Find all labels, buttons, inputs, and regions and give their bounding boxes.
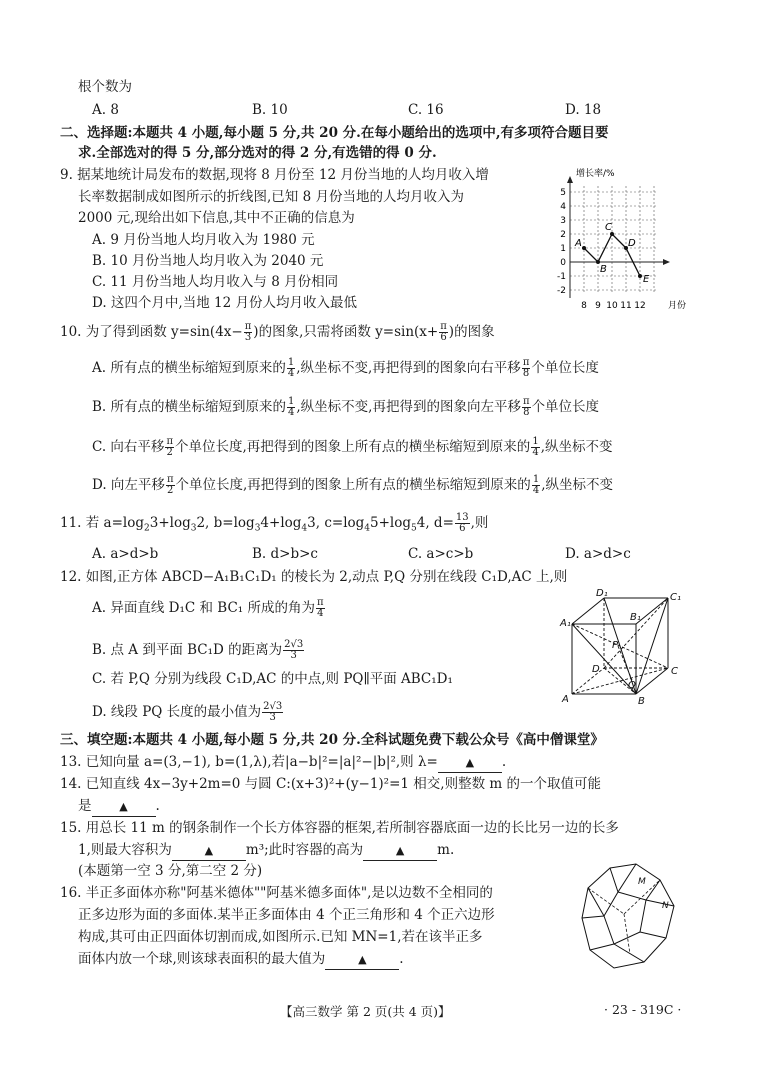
q10-a-part: 个单位长度 <box>531 360 599 376</box>
q12-a-part: A. 异面直线 D₁C 和 BC₁ 所成的角为 <box>92 600 315 616</box>
chart-point-label: A <box>575 238 582 249</box>
q15-line2-text: m. <box>437 842 455 858</box>
chart-ytick: 0 <box>560 258 566 268</box>
q11-stem-part: 4, d= <box>416 515 454 531</box>
chart-ytick: 5 <box>560 188 566 198</box>
q8-option-c: C. 16 <box>408 102 444 118</box>
chart-ytick: -2 <box>557 286 566 296</box>
q11-stem-part: 11. 若 a=log <box>60 515 144 531</box>
q13-text: 13. 已知向量 a=(3,−1), b=(1,λ),若|a−b|²=|a|²−|b|²,则 λ= <box>60 754 438 770</box>
chart-xtick: 9 <box>595 301 601 311</box>
frac-den: 3 <box>269 712 276 723</box>
frac-den: 4 <box>317 608 324 619</box>
cube-label-c: C <box>671 666 678 677</box>
q11-option-c: C. a>c>b <box>408 546 474 562</box>
frac-den: 4 <box>287 368 295 379</box>
q8-option-d: D. 18 <box>565 102 602 118</box>
polyhedron-label-n: N <box>662 901 669 911</box>
q10-option-a <box>92 358 599 379</box>
q10-c-part: C. 向右平移 <box>92 439 165 455</box>
q11-stem-part: 3, c=log <box>307 515 365 531</box>
q11-stem-part: 2, b=log <box>196 515 255 531</box>
q12-cube-figure <box>556 586 696 710</box>
q16-line4 <box>78 950 404 970</box>
q16-polyhedron-figure <box>574 858 684 976</box>
q11-stem-part: 5+log <box>370 515 412 531</box>
q10-stem-part: )的图象 <box>448 324 495 340</box>
q10-c-part: ,纵坐标不变 <box>540 439 613 455</box>
frac-num: 2√3 <box>263 701 283 712</box>
section2-header-line2: 求.全部选对的得 5 分,部分选对的得 2 分,有选错的得 0 分. <box>78 145 437 161</box>
q12-option-d <box>92 702 284 723</box>
chart-ytick: 2 <box>560 230 566 240</box>
chart-xtick: 11 <box>620 301 632 311</box>
q10-stem-part: 10. 为了得到函数 y=sin(4x− <box>60 324 243 340</box>
chart-ytick: -1 <box>557 272 566 282</box>
q8-option-a: A. 8 <box>92 102 119 118</box>
frac-num: 13 <box>455 512 469 523</box>
polyhedron-label-m: M <box>638 877 646 887</box>
q10-d-part: ,纵坐标不变 <box>541 477 613 493</box>
q10-stem <box>60 322 495 343</box>
q11-sub: 4 <box>301 523 308 534</box>
q15-answer-blank-2[interactable]: ▲ <box>363 842 437 861</box>
chart-point-label: B <box>600 264 607 275</box>
cube-label-d: D <box>592 664 600 675</box>
q9-stem-line3: 2000 元,现给出如下信息,其中不正确的信息为 <box>78 210 355 226</box>
q10-a-part: ,纵坐标不变,再把得到的图象向右平移 <box>296 360 521 376</box>
chart-ytick: 1 <box>560 244 566 254</box>
chart-point-label: C <box>605 222 612 233</box>
q16-line3: 构成,其可由正四面体切割而成,如图所示.已知 MN=1,若在该半正多 <box>78 929 483 945</box>
q10-c-part: 个单位长度,再把得到的图象上所有点的横坐标缩短到原来的 <box>175 439 531 455</box>
q15-answer-blank-1[interactable]: ▲ <box>172 842 246 861</box>
q10-d-part: D. 向左平移 <box>92 477 165 493</box>
q11-sub: 3 <box>190 523 197 534</box>
chart-xtick: 8 <box>581 301 587 311</box>
q10-b-part: 个单位长度 <box>531 399 600 415</box>
chart-ytick: 4 <box>560 202 566 212</box>
q15-line1: 15. 用总长 11 m 的钢条制作一个长方体容器的框架,若所制容器底面一边的长比另一边的长多 <box>60 820 619 836</box>
q11-sub: 4 <box>364 523 371 534</box>
q10-option-d <box>92 475 613 496</box>
q14-line2 <box>78 797 160 817</box>
q10-b-part: B. 所有点的横坐标缩短到原来的 <box>92 399 287 415</box>
q16-line1: 16. 半正多面体亦称"阿基米德体""阿基米德多面体",是以边数不全相同的 <box>60 885 493 901</box>
section3-header: 三、填空题:本题共 4 小题,每小题 5 分,共 20 分.全科试题免费下载公众号《高中僧课堂》 <box>60 732 604 748</box>
q11-stem-part: 4+log <box>260 515 302 531</box>
chart-xtick: 12 <box>634 301 646 311</box>
q13-end: . <box>501 754 507 770</box>
q9-option-b: B. 10 月份当地人均月收入为 2040 元 <box>92 253 324 269</box>
q10-d-part: 个单位长度,再把得到的图象上所有点的横坐标缩短到原来的 <box>175 477 531 493</box>
cube-label-b1: B₁ <box>630 612 641 623</box>
q10-option-c <box>92 437 612 458</box>
frac-num: π <box>440 321 447 332</box>
section2-header-line1: 二、选择题:本题共 4 小题,每小题 5 分,共 20 分.在每小题给出的选项中,有多项符合题目要 <box>60 125 609 141</box>
q11-stem-part: ,则 <box>470 515 489 531</box>
frac-den: 3 <box>244 332 252 343</box>
q9-stem-line2: 长率数据制成如图所示的折线图,已知 8 月份当地的人均月收入为 <box>78 189 464 205</box>
q14-end: . <box>155 798 160 814</box>
q14-line1: 14. 已知直线 4x−3y+2m=0 与圆 C:(x+3)²+(y−1)²=1 相交,则整数 m 的一个取值可能 <box>60 776 601 792</box>
q10-stem-part: )的图象,只需将函数 y=sin(x+ <box>253 324 439 340</box>
frac-num: 1 <box>287 357 295 368</box>
chart-point-label: D <box>628 238 636 249</box>
cube-label-d1: D₁ <box>596 588 608 599</box>
chart-ytick: 3 <box>560 216 566 226</box>
frac-den: 2 <box>166 447 173 458</box>
q14-line2-text: 是 <box>78 798 92 814</box>
q16-line2: 正多边形为面的多面体.某半正多面体由 4 个正三角形和 4 个正六边形 <box>78 907 495 923</box>
q11-stem <box>60 513 488 538</box>
q11-option-b: B. d>b>c <box>252 546 318 562</box>
frac-den: 2 <box>167 485 174 496</box>
chart-point-label: E <box>643 274 650 285</box>
frac-den: 4 <box>288 407 295 418</box>
footer-code: · 23 - 319C · <box>604 1002 682 1017</box>
frac-num: 2√3 <box>284 639 304 650</box>
q9-growth-rate-figure <box>548 162 688 312</box>
q11-stem-part: 3+log <box>149 515 191 531</box>
q12-option-b <box>92 640 305 661</box>
q12-option-c: C. 若 P,Q 分别为线段 C₁D,AC 的中点,则 PQ∥平面 ABC₁D₁ <box>92 671 453 687</box>
cube-label-a: A <box>562 694 569 705</box>
q15-line2-text: m³;此时容器的高为 <box>245 842 364 858</box>
frac-den: 3 <box>290 650 297 661</box>
cube-label-p: P <box>612 640 619 651</box>
q8-tail: 根个数为 <box>78 79 132 95</box>
q16-end: . <box>399 951 404 967</box>
frac-den: 6 <box>440 332 447 343</box>
frac-num: π <box>166 474 174 485</box>
q11-option-a: A. a>d>b <box>92 546 159 562</box>
frac-num: 1 <box>532 474 540 485</box>
chart-xtick: 10 <box>606 301 618 311</box>
q10-b-part: ,纵坐标不变,再把得到的图象向左平移 <box>296 399 521 415</box>
q14-answer-blank[interactable]: ▲ <box>92 798 156 817</box>
frac-den: 8 <box>523 407 530 418</box>
q16-line4-text: 面体内放一个球,则该球表面积的最大值为 <box>78 951 326 967</box>
q11-sub: 2 <box>144 523 150 534</box>
frac-num: 1 <box>288 396 295 407</box>
q15-line2-text: 1,则最大容积为 <box>78 842 172 858</box>
chart-xlabel: 月份 <box>668 301 687 311</box>
q10-a-part: A. 所有点的横坐标缩短到原来的 <box>92 360 286 376</box>
q15-line3: (本题第一空 3 分,第二空 2 分) <box>78 863 263 879</box>
q10-option-b <box>92 397 599 418</box>
frac-den: 4 <box>532 485 540 496</box>
q9-option-a: A. 9 月份当地人均月收入为 1980 元 <box>92 232 315 248</box>
q11-sub: 5 <box>411 523 417 534</box>
frac-num: π <box>166 436 174 447</box>
q8-option-b: B. 10 <box>252 102 288 118</box>
chart-ylabel: 增长率/% <box>576 169 615 179</box>
frac-den: 6 <box>459 523 466 534</box>
q11-option-d: D. a>d>c <box>565 546 631 562</box>
frac-den: 8 <box>522 368 530 379</box>
frac-num: π <box>522 357 530 368</box>
frac-num: 1 <box>532 436 539 447</box>
q9-option-c: C. 11 月份当地人均月收入与 8 月份相同 <box>92 274 339 290</box>
cube-label-a1: A₁ <box>560 618 571 629</box>
q12-stem: 12. 如图,正方体 ABCD−A₁B₁C₁D₁ 的棱长为 2,动点 P,Q 分别在线段 C₁D,AC 上,则 <box>60 569 568 585</box>
frac-num: π <box>244 321 252 332</box>
cube-label-b: B <box>638 696 645 707</box>
frac-num: π <box>316 597 324 608</box>
footer-page-info: 【高三数学 第 2 页(共 4 页)】 <box>280 1004 451 1019</box>
q9-option-d: D. 这四个月中,当地 12 月份人均月收入最低 <box>92 295 357 311</box>
frac-num: π <box>522 396 530 407</box>
q12-b-part: B. 点 A 到平面 BC₁D 的距离为 <box>92 642 283 658</box>
q15-line2 <box>78 841 454 861</box>
q13-answer-blank[interactable]: ▲ <box>438 754 502 773</box>
frac-den: 4 <box>532 447 539 458</box>
cube-label-c1: C₁ <box>670 592 681 603</box>
q12-option-a <box>92 598 326 619</box>
cube-label-q: Q <box>628 680 636 691</box>
q11-sub: 3 <box>254 523 261 534</box>
q12-d-part: D. 线段 PQ 长度的最小值为 <box>92 704 262 720</box>
q16-answer-blank[interactable]: ▲ <box>325 951 399 970</box>
q13 <box>60 753 506 773</box>
q9-stem-line1: 9. 据某地统计局发布的数据,现将 8 月份至 12 月份当地的人均月收入增 <box>60 167 489 183</box>
